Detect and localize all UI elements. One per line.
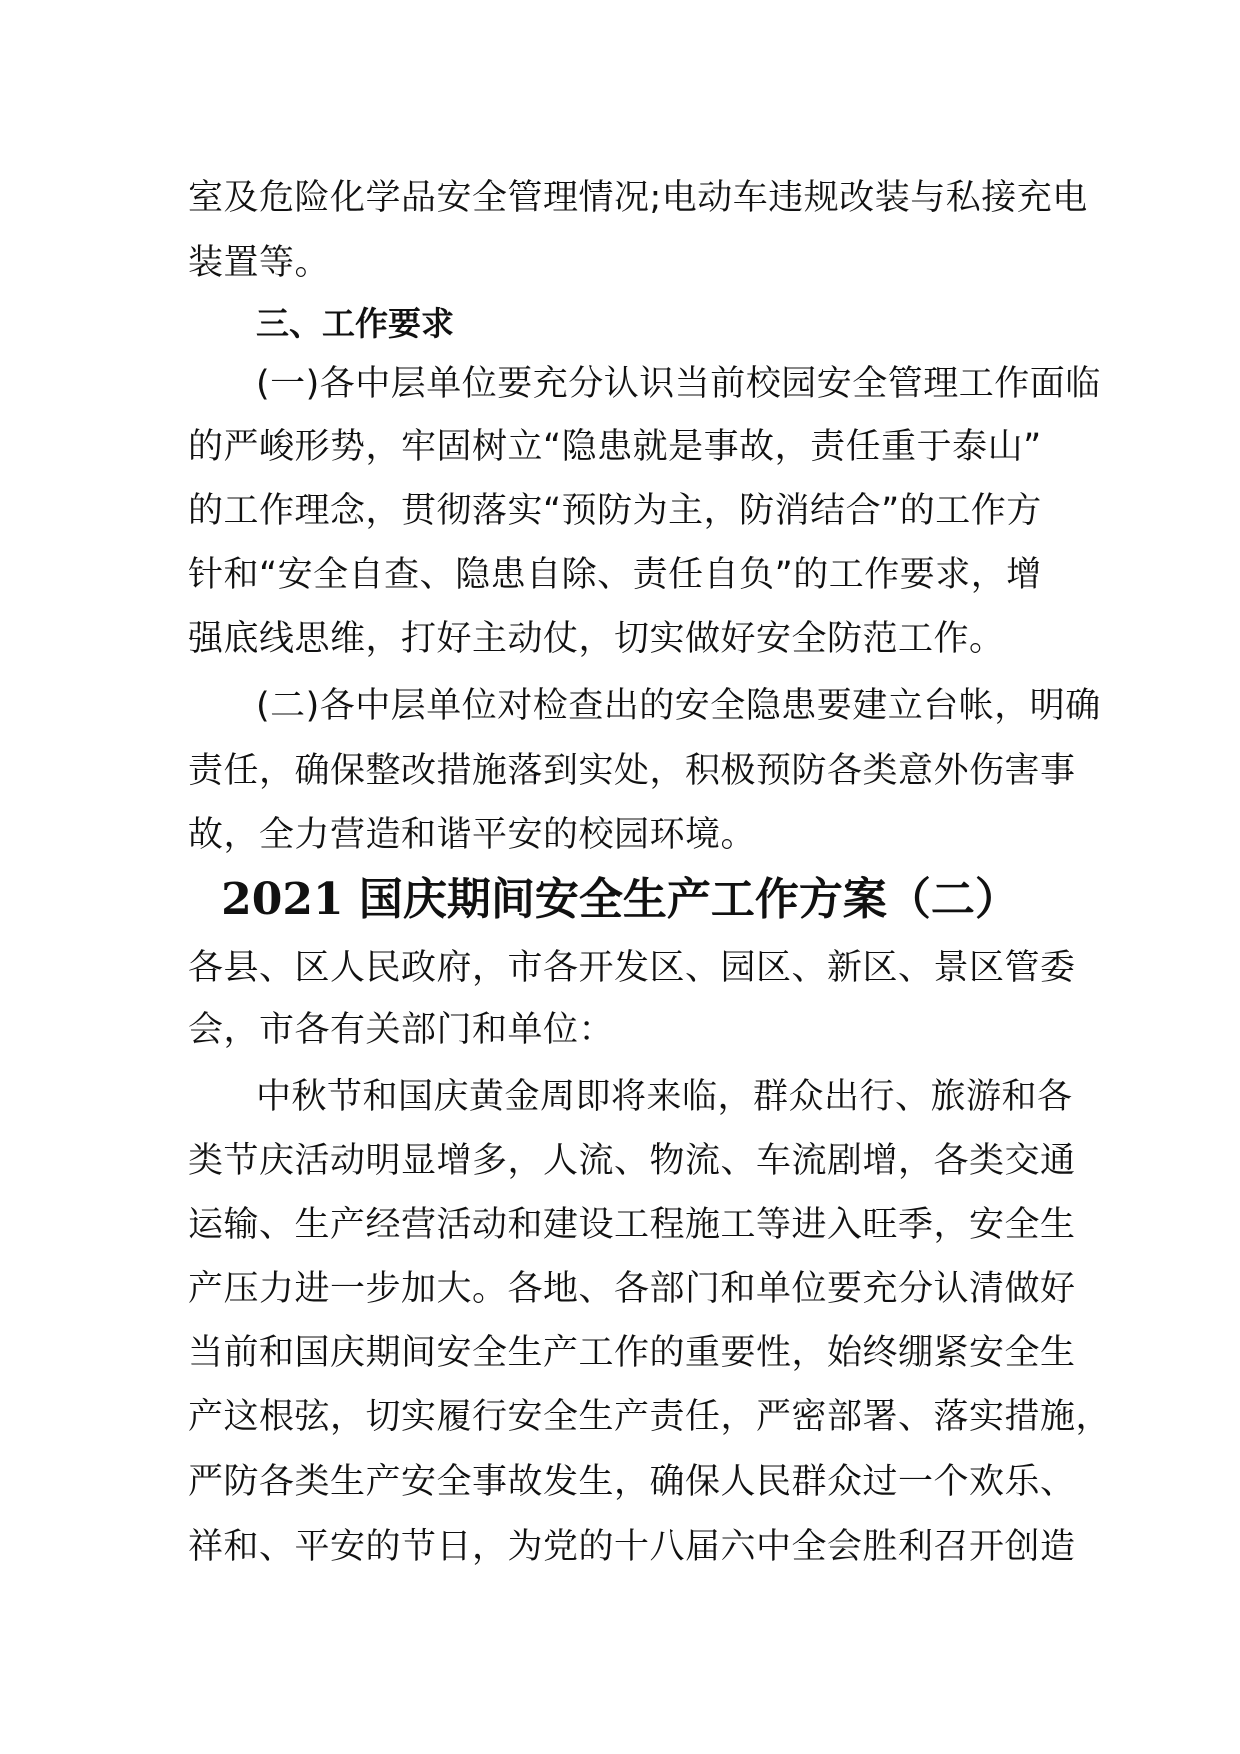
paragraph-line: (二)各中层单位对检查出的安全隐患要建立台帐，明确 xyxy=(256,686,1101,726)
paragraph-line: 中秋节和国庆黄金周即将来临，群众出行、旅游和各 xyxy=(256,1077,1073,1117)
paragraph-line: 责任，确保整改措施落到实处，积极预防各类意外伤害事 xyxy=(188,751,1076,791)
paragraph-line: 类节庆活动明显增多，人流、物流、车流剧增，各类交通 xyxy=(188,1141,1076,1181)
paragraph-line: 室及危险化学品安全管理情况;电动车违规改装与私接充电 xyxy=(188,178,1088,218)
title-text: 国庆期间安全生产工作方案（二） xyxy=(358,874,1019,925)
paragraph-line: 严防各类生产安全事故发生，确保人民群众过一个欢乐、 xyxy=(188,1462,1076,1502)
paragraph-line: 产压力进一步加大。各地、各部门和单位要充分认清做好 xyxy=(188,1269,1076,1309)
section-heading: 三、工作要求 xyxy=(256,304,454,343)
document-title xyxy=(0,872,1240,928)
paragraph-line: 的严峻形势，牢固树立“隐患就是事故，责任重于泰山” xyxy=(188,427,1042,467)
paragraph-line: 运输、生产经营活动和建设工程施工等进入旺季，安全生 xyxy=(188,1205,1076,1245)
paragraph-line: 的工作理念，贯彻落实“预防为主，防消结合”的工作方 xyxy=(188,491,1042,531)
paragraph-line: 故，全力营造和谐平安的校园环境。 xyxy=(188,815,757,855)
paragraph-line: 产这根弦，切实履行安全生产责任，严密部署、落实措施， xyxy=(188,1397,1112,1437)
salutation-line: 各县、区人民政府，市各开发区、园区、新区、景区管委 xyxy=(188,948,1076,988)
salutation-line: 会，市各有关部门和单位： xyxy=(188,1010,615,1050)
paragraph-line: 针和“安全自查、隐患自除、责任自负”的工作要求，增 xyxy=(188,555,1042,595)
paragraph-line: 强底线思维，打好主动仗，切实做好安全防范工作。 xyxy=(188,619,1005,659)
paragraph-line: 当前和国庆期间安全生产工作的重要性，始终绷紧安全生 xyxy=(188,1333,1076,1373)
title-year: 2021 xyxy=(221,874,344,925)
paragraph-line: 祥和、平安的节日，为党的十八届六中全会胜利召开创造 xyxy=(188,1527,1076,1567)
paragraph-line: 装置等。 xyxy=(188,243,331,283)
paragraph-line: (一)各中层单位要充分认识当前校园安全管理工作面临 xyxy=(256,364,1101,404)
